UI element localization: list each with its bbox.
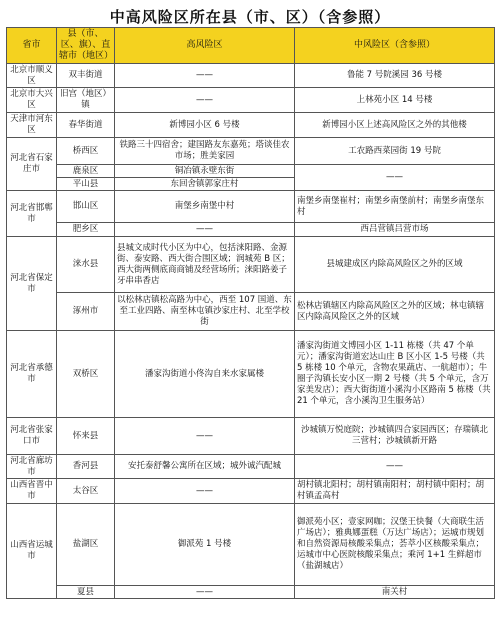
high-risk-cell: —— bbox=[115, 64, 295, 88]
city-cell: 河北省石家庄市 bbox=[7, 138, 57, 191]
mid-risk-cell: 御派苑小区；壹家网咖；汉堡王快餐（大商联生活广场店）；雅典娜蛋糕（万达广场店）；运城市规划和自然资源局核酸采集点；荟萃小区核酸采集点；运城市中心医院核酸采集点；乘河 1+1 生鲜超市（盐湖城店） bbox=[295, 504, 495, 586]
county-cell: 香河县 bbox=[57, 455, 115, 479]
mid-risk-cell: 鲁能 7 号院溪园 36 号楼 bbox=[295, 64, 495, 88]
city-cell: 天津市河东区 bbox=[7, 113, 57, 138]
table-row bbox=[7, 293, 495, 331]
table-row bbox=[7, 88, 495, 113]
table-row bbox=[7, 331, 495, 418]
city-cell: 河北省廊坊市 bbox=[7, 455, 57, 479]
high-risk-cell: 以松林店镇松高路为中心，西至 107 国道、东至工业四路、南至林屯镇沙家庄村、北至学校街 bbox=[115, 293, 295, 331]
mid-risk-cell: 工农路西菜园街 19 号院 bbox=[295, 138, 495, 165]
county-cell: 鹿泉区 bbox=[57, 165, 115, 178]
county-cell: 涿州市 bbox=[57, 293, 115, 331]
mid-risk-cell: 县城建成区内除高风险区之外的区域 bbox=[295, 237, 495, 293]
county-cell: 怀来县 bbox=[57, 418, 115, 455]
high-risk-cell: —— bbox=[115, 479, 295, 504]
mid-risk-cell: 沙城镇万悦庭院；沙城镇四合家园西区；存瑞镇北三营村；沙城镇新开路 bbox=[295, 418, 495, 455]
table-row bbox=[7, 64, 495, 88]
city-cell: 河北省张家口市 bbox=[7, 418, 57, 455]
table-row bbox=[7, 191, 495, 223]
county-cell: 太谷区 bbox=[57, 479, 115, 504]
header-mid-risk: 中风险区（含参照） bbox=[295, 28, 495, 64]
city-cell: 河北省邯郸市 bbox=[7, 191, 57, 237]
high-risk-cell: 潘家沟街道小佟沟自来水家属楼 bbox=[115, 331, 295, 418]
high-risk-cell: 东回舍镇郭家庄村 bbox=[115, 178, 295, 191]
mid-risk-cell: 南堡乡南堡崔村；南堡乡南堡前村；南堡乡南堡东村 bbox=[295, 191, 495, 223]
table-row bbox=[7, 455, 495, 479]
county-cell: 盐湖区 bbox=[57, 504, 115, 586]
high-risk-cell: —— bbox=[115, 88, 295, 113]
city-cell: 河北省承德市 bbox=[7, 331, 57, 418]
county-cell: 夏县 bbox=[57, 586, 115, 599]
mid-risk-cell: 胡村镇北阳村；胡村镇南阳村；胡村镇中阳村；胡村镇孟高村 bbox=[295, 479, 495, 504]
high-risk-cell: 南堡乡南堡中村 bbox=[115, 191, 295, 223]
header-high-risk: 高风险区 bbox=[115, 28, 295, 64]
mid-risk-cell: 新博园小区上述高风险区之外的其他楼 bbox=[295, 113, 495, 138]
page-title: 中高风险区所在县（市、区）（含参照） bbox=[109, 8, 391, 26]
table-row bbox=[7, 223, 495, 237]
table-row bbox=[7, 504, 495, 586]
mid-risk-cell: 松林店镇辖区内除高风险区之外的区域；林屯镇辖区内除高风险区之外的区域 bbox=[295, 293, 495, 331]
county-cell: 春华街道 bbox=[57, 113, 115, 138]
mid-risk-cell: 潘家沟街道文博园小区 1-11 栋楼（共 47 个单元）；潘家沟街道宏达山庄 B 区小区 1-5 号楼（共 5 栋楼 10 个单元，含物农果蔬店、一航超市）；牛圈子沟镇长安小区一期 2 号楼（共 5 个单元，含万家美发店）；西大街街道小溪沟小区路南 5 栋楼（共 21 个单元，含小溪沟卫生服务站） bbox=[295, 331, 495, 418]
high-risk-cell: 御派苑 1 号楼 bbox=[115, 504, 295, 586]
table-row bbox=[7, 586, 495, 599]
high-risk-cell: —— bbox=[115, 223, 295, 237]
header-county: 县（市、区、旗）、直辖市（地区） bbox=[57, 28, 115, 64]
mid-risk-cell: —— bbox=[295, 165, 495, 191]
county-cell: 双桥区 bbox=[57, 331, 115, 418]
county-cell: 邯山区 bbox=[57, 191, 115, 223]
high-risk-cell: —— bbox=[115, 418, 295, 455]
county-cell: 桥西区 bbox=[57, 138, 115, 165]
table-header-row bbox=[7, 28, 495, 64]
high-risk-cell: 安托泰舒馨公寓所在区域；城外诚汽配城 bbox=[115, 455, 295, 479]
city-cell: 河北省保定市 bbox=[7, 237, 57, 331]
mid-risk-cell: —— bbox=[295, 455, 495, 479]
city-cell: 山西省晋中市 bbox=[7, 479, 57, 504]
city-cell: 山西省运城市 bbox=[7, 504, 57, 599]
mid-risk-cell: 南关村 bbox=[295, 586, 495, 599]
high-risk-cell: 县城文成时代小区为中心，包括涞阳路、金源街、泰安路、西大街合围区域；润城苑 B 区；西大街两侧底商商铺及经营场所；涞阳路姜子牙串串香店 bbox=[115, 237, 295, 293]
mid-risk-cell: 上林苑小区 14 号楼 bbox=[295, 88, 495, 113]
county-cell: 双丰街道 bbox=[57, 64, 115, 88]
table-row bbox=[7, 138, 495, 165]
mid-risk-cell: 西吕营镇吕营市场 bbox=[295, 223, 495, 237]
county-cell: 肥乡区 bbox=[57, 223, 115, 237]
county-cell: 涞水县 bbox=[57, 237, 115, 293]
high-risk-cell: —— bbox=[115, 586, 295, 599]
county-cell: 旧宫（地区）镇 bbox=[57, 88, 115, 113]
header-city: 省市 bbox=[7, 28, 57, 64]
high-risk-cell: 铁路三十四宿舍；建国路友东嘉苑；塔谈佳农市场；胜美家园 bbox=[115, 138, 295, 165]
table-row bbox=[7, 113, 495, 138]
city-cell: 北京市大兴区 bbox=[7, 88, 57, 113]
table-row bbox=[7, 418, 495, 455]
high-risk-cell: 新博园小区 6 号楼 bbox=[115, 113, 295, 138]
high-risk-cell: 铜冶镇永壁东街 bbox=[115, 165, 295, 178]
risk-area-table bbox=[6, 27, 495, 599]
table-row bbox=[7, 237, 495, 293]
county-cell: 平山县 bbox=[57, 178, 115, 191]
city-cell: 北京市顺义区 bbox=[7, 64, 57, 88]
table-row bbox=[7, 165, 495, 178]
table-row bbox=[7, 479, 495, 504]
